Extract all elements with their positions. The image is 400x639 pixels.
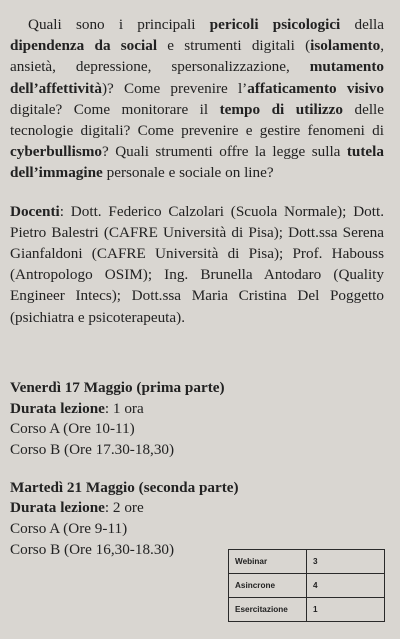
table-row (229, 574, 385, 598)
intro-text: ? Quali strumenti offre la legge sulla (101, 143, 347, 161)
table-row (229, 598, 385, 622)
intro-text: personale e sociale on line? (102, 164, 274, 182)
teachers-text: : Dott. Federico Calzolari (Scuola Normale); Dott. Pietro Balestri (CAFRE Università di Pisa); Dott.ssa Serena Gianfaldoni (CAFRE Università di Pisa); Prof. Habouss (Antropologo OSIM); Ing. Brunella Antodaro (Quality Engineer Intecs); Dott.ssa Maria Cristina Del Poggetto (psichiatra e psicoterapeuta). (10, 202, 384, 326)
intro-bold-text: dipendenza da social (10, 37, 158, 55)
teachers-paragraph (10, 201, 384, 328)
intro-bold-text: tempo di utilizzo (219, 100, 343, 118)
intro-bold-text: affaticamento visivo (247, 79, 384, 97)
intro-text: delle tecnologie digitali? Come prevenire e gestire fenomeni di (10, 100, 385, 140)
session-heading-text: Venerdì 17 Maggio (prima parte) (10, 378, 225, 396)
intro-paragraph (10, 14, 384, 184)
duration-label: Durata lezione (10, 499, 105, 517)
course-a-time: Corso A (Ore 9-11) (10, 520, 128, 538)
intro-text: , ansietà, depressione, spersonalizzazione, (10, 37, 384, 76)
teachers-label: Docenti (10, 202, 60, 220)
intro-text: )? Come prevenire l’ (101, 79, 248, 97)
intro-text: della (340, 16, 384, 33)
course-b-time: Corso B (Ore 17.30-18,30) (10, 440, 175, 458)
session-heading (10, 478, 384, 499)
intro-text: digitale? Come monitorare il (10, 100, 220, 118)
hours-type-cell: Webinar (229, 550, 307, 574)
course-b-time: Corso B (Ore 16,30-18.30) (10, 540, 175, 558)
table-row (229, 550, 385, 574)
session-heading-text: Martedì 21 Maggio (seconda parte) (10, 478, 239, 496)
session-block (10, 378, 384, 461)
duration-value: : 2 ore (104, 499, 144, 517)
session-duration (10, 498, 384, 519)
hours-count-cell: 4 (307, 574, 385, 598)
hours-type-cell: Asincrone (229, 574, 307, 598)
duration-value: : 1 ora (104, 399, 144, 417)
intro-bold-text: mutamento dell’affettività (10, 58, 384, 97)
intro-bold-text: pericoli psicologici (209, 16, 341, 33)
duration-label: Durata lezione (10, 399, 105, 417)
intro-bold-text: isolamento (310, 37, 381, 55)
hours-count-cell: 3 (307, 550, 385, 574)
document-page (10, 14, 384, 560)
intro-bold-text: tutela dell’immagine (10, 143, 384, 182)
hours-table (228, 549, 385, 622)
intro-bold-text: cyberbullismo (10, 143, 102, 161)
course-a-time: Corso A (Ore 10-11) (10, 420, 135, 438)
session-duration (10, 399, 384, 420)
hours-count-cell: 1 (307, 598, 385, 622)
intro-text: e strumenti digitali ( (157, 37, 311, 55)
intro-text: Quali sono i principali (28, 16, 210, 33)
hours-type-cell: Esercitazione (229, 598, 307, 622)
session-heading (10, 378, 384, 399)
